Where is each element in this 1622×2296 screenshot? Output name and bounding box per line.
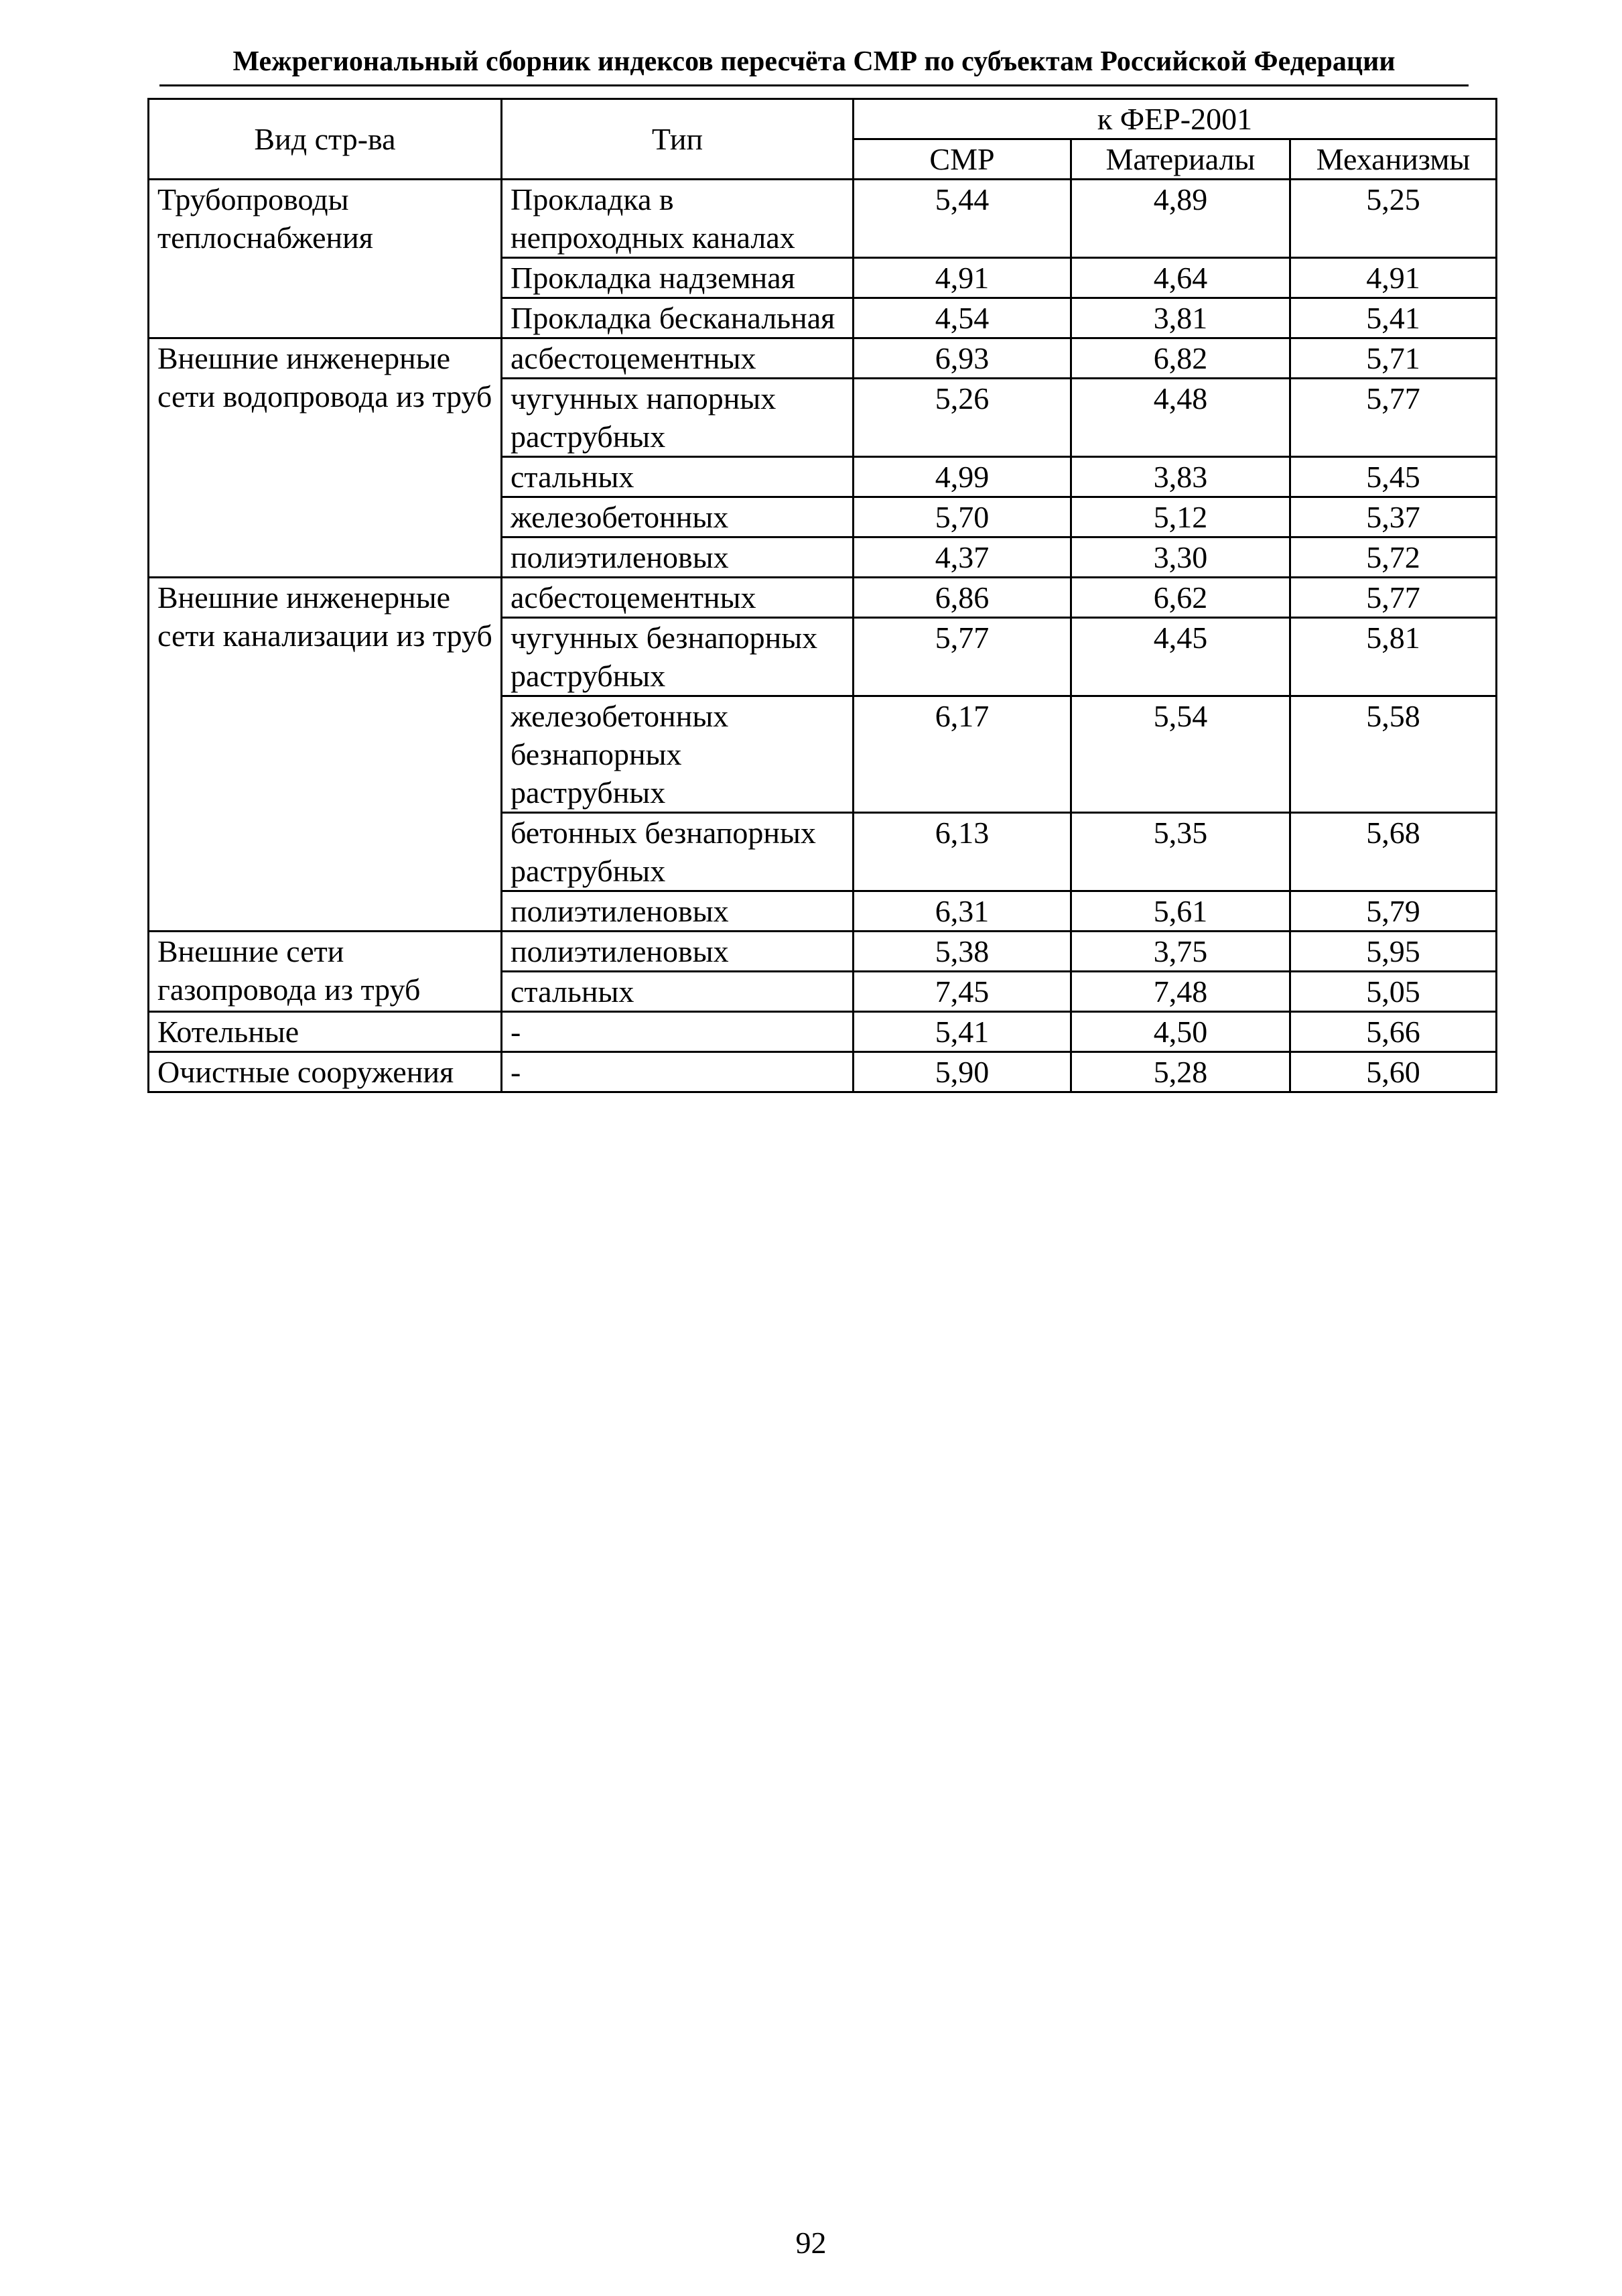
materials-value-cell: 4,45	[1071, 618, 1290, 696]
mechanisms-value-cell: 5,45	[1290, 457, 1497, 497]
smr-value-cell: 4,99	[854, 457, 1071, 497]
type-cell: полиэтиленовых	[502, 891, 854, 932]
type-cell: чугунных напорных раструбных	[502, 379, 854, 457]
type-cell: стальных	[502, 972, 854, 1012]
smr-value-cell: 6,31	[854, 891, 1071, 932]
table-row	[149, 1012, 1497, 1052]
table-row	[149, 1052, 1497, 1092]
type-cell: железобетонных	[502, 497, 854, 537]
materials-value-cell: 6,82	[1071, 338, 1290, 379]
materials-value-cell: 3,83	[1071, 457, 1290, 497]
smr-value-cell: 6,17	[854, 696, 1071, 813]
table-row	[149, 338, 1497, 379]
smr-value-cell: 5,77	[854, 618, 1071, 696]
column-header-materials: Материалы	[1071, 139, 1290, 180]
construction-kind-cell: Котельные	[149, 1012, 502, 1052]
type-cell: -	[502, 1052, 854, 1092]
type-cell: чугунных безнапорных раструбных	[502, 618, 854, 696]
type-cell: -	[502, 1012, 854, 1052]
column-header-group: к ФЕР-2001	[854, 99, 1497, 139]
column-header-smr: СМР	[854, 139, 1071, 180]
construction-kind-cell: Внешние инженерные сети канализации из труб	[149, 578, 502, 932]
mechanisms-value-cell: 5,68	[1290, 813, 1497, 891]
type-cell: полиэтиленовых	[502, 932, 854, 972]
type-cell: железобетонных безнапорных раструбных	[502, 696, 854, 813]
type-cell: Прокладка надземная	[502, 258, 854, 298]
mechanisms-value-cell: 5,79	[1290, 891, 1497, 932]
type-cell: стальных	[502, 457, 854, 497]
materials-value-cell: 5,35	[1071, 813, 1290, 891]
smr-value-cell: 5,90	[854, 1052, 1071, 1092]
materials-value-cell: 4,48	[1071, 379, 1290, 457]
page-number: 92	[795, 2226, 827, 2260]
table-body	[149, 180, 1497, 1092]
column-header-type: Тип	[502, 99, 854, 180]
mechanisms-value-cell: 4,91	[1290, 258, 1497, 298]
materials-value-cell: 5,12	[1071, 497, 1290, 537]
mechanisms-value-cell: 5,41	[1290, 298, 1497, 338]
mechanisms-value-cell: 5,25	[1290, 180, 1497, 258]
header-row	[149, 99, 1497, 139]
mechanisms-value-cell: 5,72	[1290, 537, 1497, 578]
mechanisms-value-cell: 5,95	[1290, 932, 1497, 972]
table-row	[149, 932, 1497, 972]
smr-value-cell: 6,93	[854, 338, 1071, 379]
smr-value-cell: 4,37	[854, 537, 1071, 578]
type-cell: полиэтиленовых	[502, 537, 854, 578]
type-cell: бетонных безнапорных раструбных	[502, 813, 854, 891]
index-table	[147, 98, 1497, 1093]
materials-value-cell: 3,30	[1071, 537, 1290, 578]
column-header-mechanisms: Механизмы	[1290, 139, 1497, 180]
mechanisms-value-cell: 5,66	[1290, 1012, 1497, 1052]
materials-value-cell: 7,48	[1071, 972, 1290, 1012]
smr-value-cell: 5,41	[854, 1012, 1071, 1052]
table-row	[149, 578, 1497, 618]
smr-value-cell: 6,86	[854, 578, 1071, 618]
mechanisms-value-cell: 5,58	[1290, 696, 1497, 813]
page-header: Межрегиональный сборник индексов пересчёта СМР по субъектам Российской Федерации	[159, 42, 1469, 86]
materials-value-cell: 6,62	[1071, 578, 1290, 618]
materials-value-cell: 3,81	[1071, 298, 1290, 338]
materials-value-cell: 4,50	[1071, 1012, 1290, 1052]
type-cell: Прокладка в непроходных каналах	[502, 180, 854, 258]
construction-kind-cell: Трубопроводы теплоснабжения	[149, 180, 502, 338]
smr-value-cell: 5,26	[854, 379, 1071, 457]
table-row	[149, 180, 1497, 258]
materials-value-cell: 5,54	[1071, 696, 1290, 813]
mechanisms-value-cell: 5,71	[1290, 338, 1497, 379]
smr-value-cell: 5,44	[854, 180, 1071, 258]
materials-value-cell: 4,89	[1071, 180, 1290, 258]
smr-value-cell: 5,38	[854, 932, 1071, 972]
mechanisms-value-cell: 5,37	[1290, 497, 1497, 537]
type-cell: асбестоцементных	[502, 338, 854, 379]
mechanisms-value-cell: 5,81	[1290, 618, 1497, 696]
materials-value-cell: 4,64	[1071, 258, 1290, 298]
smr-value-cell: 4,54	[854, 298, 1071, 338]
materials-value-cell: 3,75	[1071, 932, 1290, 972]
construction-kind-cell: Очистные сооружения	[149, 1052, 502, 1092]
mechanisms-value-cell: 5,60	[1290, 1052, 1497, 1092]
mechanisms-value-cell: 5,77	[1290, 578, 1497, 618]
materials-value-cell: 5,28	[1071, 1052, 1290, 1092]
mechanisms-value-cell: 5,05	[1290, 972, 1497, 1012]
mechanisms-value-cell: 5,77	[1290, 379, 1497, 457]
column-header-kind: Вид стр-ва	[149, 99, 502, 180]
smr-value-cell: 7,45	[854, 972, 1071, 1012]
construction-kind-cell: Внешние сети газопровода из труб	[149, 932, 502, 1012]
type-cell: Прокладка бесканальная	[502, 298, 854, 338]
construction-kind-cell: Внешние инженерные сети водопровода из труб	[149, 338, 502, 578]
smr-value-cell: 4,91	[854, 258, 1071, 298]
smr-value-cell: 5,70	[854, 497, 1071, 537]
type-cell: асбестоцементных	[502, 578, 854, 618]
table-header	[149, 99, 1497, 180]
smr-value-cell: 6,13	[854, 813, 1071, 891]
materials-value-cell: 5,61	[1071, 891, 1290, 932]
